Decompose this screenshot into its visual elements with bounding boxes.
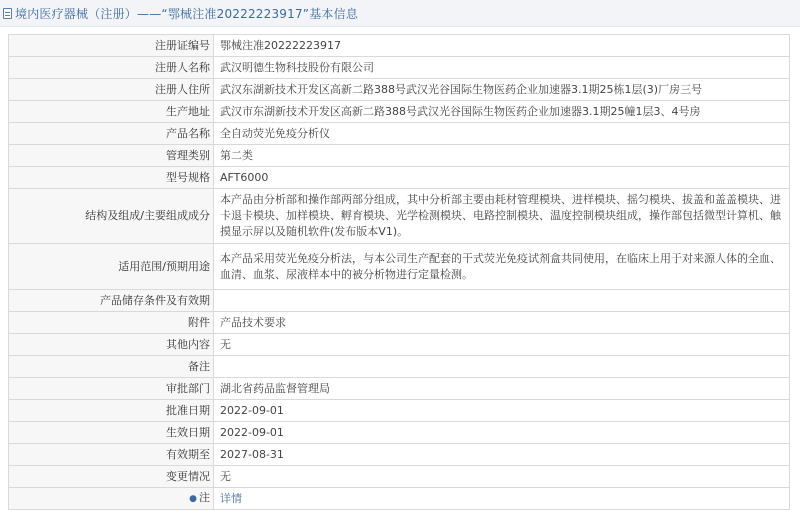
row-label-product-name: 产品名称 — [9, 123, 214, 145]
table-row — [9, 422, 790, 444]
row-label-registration-number: 注册证编号 — [9, 35, 214, 57]
row-label-effective-date: 生效日期 — [9, 422, 214, 444]
row-label-note — [9, 488, 214, 510]
row-value-effective-date: 2022-09-01 — [214, 422, 790, 444]
row-value-attachment: 产品技术要求 — [214, 312, 790, 334]
row-value-other: 无 — [214, 334, 790, 356]
table-row — [9, 488, 790, 510]
row-label-production-address: 生产地址 — [9, 101, 214, 123]
row-label-structure: 结构及组成/主要组成成分 — [9, 189, 214, 244]
table-row — [9, 79, 790, 101]
row-value-production-address: 武汉市东湖新技术开发区高新二路388号武汉光谷国际生物医药企业加速器3.1期25幢1层3、4号房 — [214, 101, 790, 123]
row-value-change-status: 无 — [214, 466, 790, 488]
row-value-structure: 本产品由分析部和操作部两部分组成，其中分析部主要由耗材管理模块、进样模块、摇匀模块、拔盖和盖盖模块、进卡退卡模块、加样模块、孵育模块、光学检测模块、电路控制模块、温度控制模块组成，操作部包括微型计算机、触摸显示屏以及随机软件(发布版本V1)。 — [214, 189, 790, 244]
note-label: 注 — [199, 491, 210, 504]
row-label-registrant-name: 注册人名称 — [9, 57, 214, 79]
row-value-remarks — [214, 356, 790, 378]
row-value-model-spec: AFT6000 — [214, 167, 790, 189]
page-header — [0, 0, 800, 27]
table-row — [9, 400, 790, 422]
row-value-approval-date: 2022-09-01 — [214, 400, 790, 422]
table-row — [9, 378, 790, 400]
table-row — [9, 145, 790, 167]
table-row — [9, 101, 790, 123]
details-link[interactable]: 详情 — [220, 491, 242, 505]
row-label-change-status: 变更情况 — [9, 466, 214, 488]
table-row — [9, 57, 790, 79]
page-title: 境内医疗器械（注册）——“鄂械注准20222223917”基本信息 — [15, 6, 359, 21]
table-row — [9, 244, 790, 290]
row-value-expiry-date: 2027-08-31 — [214, 444, 790, 466]
row-label-approval-date: 批准日期 — [9, 400, 214, 422]
row-label-other: 其他内容 — [9, 334, 214, 356]
row-value-product-name: 全自动荧光免疫分析仪 — [214, 123, 790, 145]
table-row — [9, 123, 790, 145]
row-label-remarks: 备注 — [9, 356, 214, 378]
table-row — [9, 167, 790, 189]
row-value-intended-use: 本产品采用荧光免疫分析法，与本公司生产配套的干式荧光免疫试剂盒共同使用，在临床上用于对来源人体的全血、血清、血浆、尿液样本中的被分析物进行定量检测。 — [214, 244, 790, 290]
row-value-note — [214, 488, 790, 510]
pin-icon: ● — [189, 494, 197, 504]
row-label-approval-dept: 审批部门 — [9, 378, 214, 400]
row-value-registrant-name: 武汉明德生物科技股份有限公司 — [214, 57, 790, 79]
row-label-intended-use: 适用范围/预期用途 — [9, 244, 214, 290]
row-label-management-class: 管理类别 — [9, 145, 214, 167]
row-value-storage — [214, 290, 790, 312]
row-label-registrant-address: 注册人住所 — [9, 79, 214, 101]
row-label-attachment: 附件 — [9, 312, 214, 334]
row-label-model-spec: 型号规格 — [9, 167, 214, 189]
table-row — [9, 466, 790, 488]
info-table-container — [8, 34, 790, 510]
table-row — [9, 35, 790, 57]
info-table — [8, 34, 790, 510]
row-value-management-class: 第二类 — [214, 145, 790, 167]
table-row — [9, 290, 790, 312]
document-icon — [3, 8, 12, 19]
row-label-expiry-date: 有效期至 — [9, 444, 214, 466]
table-row — [9, 444, 790, 466]
row-label-storage: 产品储存条件及有效期 — [9, 290, 214, 312]
row-value-registrant-address: 武汉东湖新技术开发区高新二路388号武汉光谷国际生物医药企业加速器3.1期25栋1层(3)厂房三号 — [214, 79, 790, 101]
table-row — [9, 356, 790, 378]
table-row — [9, 189, 790, 244]
table-row — [9, 334, 790, 356]
table-row — [9, 312, 790, 334]
row-value-approval-dept: 湖北省药品监督管理局 — [214, 378, 790, 400]
row-value-registration-number: 鄂械注准20222223917 — [214, 35, 790, 57]
